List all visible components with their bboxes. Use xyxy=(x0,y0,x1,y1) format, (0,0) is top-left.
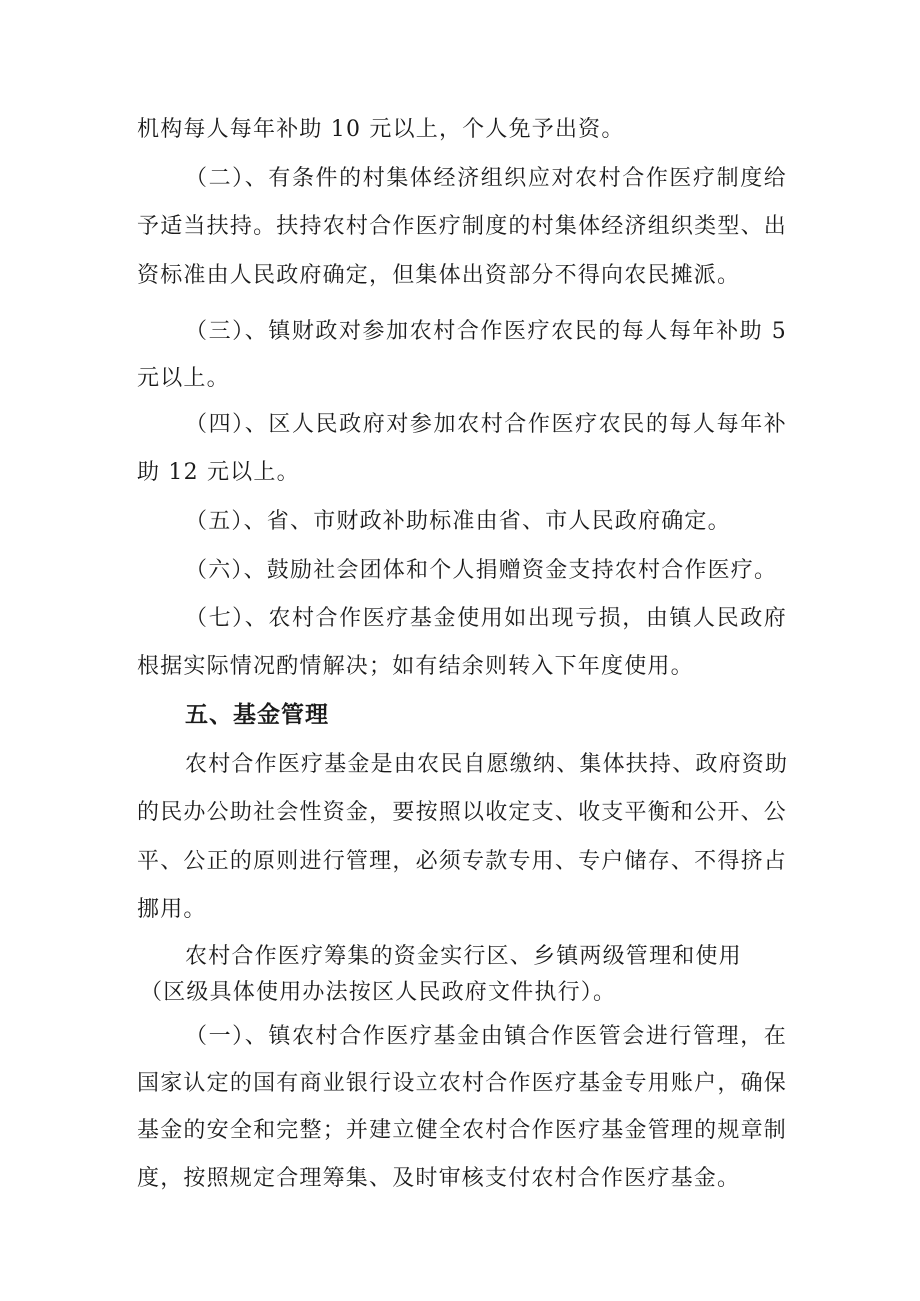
text-line-10: （六）、鼓励社会团体和个人捐赠资金支持农村合作医疗。 xyxy=(185,558,778,583)
text-line-7: （四）、区人民政府对参加农村合作医疗农民的每人每年补 xyxy=(185,412,787,437)
section-heading: 五、基金管理 xyxy=(185,702,329,728)
text-line-22: 基金的安全和完整；并建立健全农村合作医疗基金管理的规章制 xyxy=(137,1118,787,1143)
text-line-21: 国家认定的国有商业银行设立农村合作医疗基金专用账户，确保 xyxy=(137,1071,787,1096)
text-line-1: 机构每人每年补助 10 元以上，个人免予出资。 xyxy=(137,117,625,142)
text-line-23: 度，按照规定合理筹集、及时审核支付农村合作医疗基金。 xyxy=(137,1166,741,1191)
text-line-3: 予适当扶持。扶持农村合作医疗制度的村集体经济组织类型、出 xyxy=(137,214,787,239)
text-line-8: 助 12 元以上。 xyxy=(137,460,300,485)
text-line-20: （一）、镇农村合作医疗基金由镇合作医管会进行管理，在 xyxy=(185,1024,787,1049)
text-line-15: 的民办公助社会性资金，要按照以收定支、收支平衡和公开、公 xyxy=(137,800,787,825)
text-line-11: （七）、农村合作医疗基金使用如出现亏损，由镇人民政府 xyxy=(185,606,787,631)
text-line-18: 农村合作医疗筹集的资金实行区、乡镇两级管理和使用 xyxy=(185,944,742,969)
text-line-14: 农村合作医疗基金是由农民自愿缴纳、集体扶持、政府资助 xyxy=(185,752,789,777)
text-line-16: 平、公正的原则进行管理，必须专款专用、专户储存、不得挤占 xyxy=(137,849,787,874)
text-line-19: （区级具体使用办法按区人民政府文件执行）。 xyxy=(140,980,617,1005)
text-line-6: 元以上。 xyxy=(137,366,230,391)
text-line-5: （三）、镇财政对参加农村合作医疗农民的每人每年补助 5 xyxy=(185,319,787,344)
text-line-4: 资标准由人民政府确定，但集体出资部分不得向农民摊派。 xyxy=(137,263,741,288)
text-line-2: （二）、有条件的村集体经济组织应对农村合作医疗制度给 xyxy=(185,166,787,191)
text-line-17: 挪用。 xyxy=(137,897,207,922)
text-line-12: 根据实际情况酌情解决；如有结余则转入下年度使用。 xyxy=(137,654,694,679)
text-line-9: （五）、省、市财政补助标准由省、市人民政府确定。 xyxy=(185,509,731,534)
